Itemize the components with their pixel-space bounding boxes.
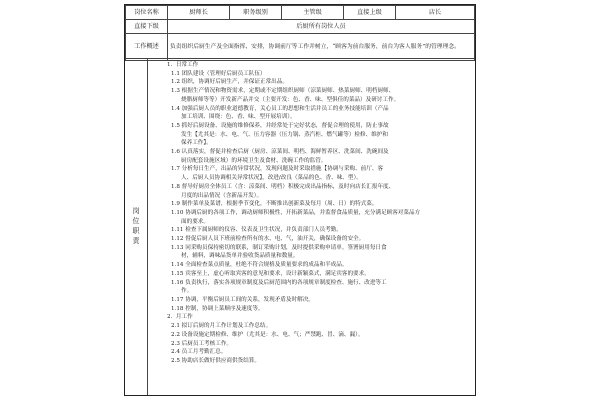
duty-item: 面的要求。 <box>181 218 209 225</box>
duty-item: 作。 <box>181 288 193 295</box>
position-name-value: 厨师长 <box>168 6 230 20</box>
duties-section <box>125 58 475 395</box>
direct-superior-value: 店长 <box>396 6 475 20</box>
duty-item: 1.11 检查下属厨师的仪容、仪表及卫生状况，并负责部门人员考勤。 <box>171 227 342 234</box>
job-level-value: 主管级 <box>282 6 344 20</box>
duty-item: 1.16 负责执行，落实各项规章制度及后厨范围内的各项规章制度检查、施行、改进等工 <box>171 279 387 286</box>
duty-section-heading: 2. 月工作 <box>167 314 193 321</box>
header-table <box>125 5 475 61</box>
duty-item: 1.9 制作菜单及菜谱，根据季节变化，不断推出创新菜及每月（周、日）的特式菜。 <box>171 201 378 208</box>
overview-label: 工作概述 <box>126 34 168 61</box>
job-description-sheet <box>124 4 476 396</box>
duty-item: 厨房配套设施区域）的环境卫生及食材、洗碗工作的监管。 <box>181 157 327 164</box>
duty-item: 1.6 认真落实，督促并检查后厨（厨房、涼菜间、明档、海鲜暂养区、洗菜间、洗碗间及 <box>171 149 389 156</box>
duty-item: 1.3 根据生产情况和物资需求，定期或不定期组织厨师（涼菜厨师、热菜厨师、明档厨师、 <box>171 88 395 95</box>
duty-item: 1.18 控制，协调上菜顺序及速度等。 <box>171 305 264 312</box>
duty-item: 1.14 全面检查菜点质量，杜绝不符合规格及质量要求的成品和半成品。 <box>171 262 348 269</box>
duty-item: 1.8 督导好厨房全体员工（含：涼菜间、明档）积极完成出品指标，及时向店长汇报年度、 <box>171 183 395 190</box>
header-row-2 <box>126 20 475 34</box>
duty-item: 发生【尤其是：水、电、气、压力容器（压力锅、蒸汽柜、燃气罐等）检修、维护和 <box>181 131 388 138</box>
duty-item: 1.7 分析每日生产，出品的异常状况，发现问题及时采取措施【协调与采购、前厅、客 <box>171 166 384 173</box>
duty-item: 1.2 组织，协调好后厨生产，并保证正常出品。 <box>171 79 288 86</box>
direct-superior-label: 直接上级 <box>344 6 396 20</box>
duty-item: 1.5 抓好后厨设备、设施的维修保养，并经常处于完好状态，督促合理的使用，防止事故 <box>171 122 389 129</box>
direct-subordinate-value: 后厨所有岗位人员 <box>168 20 475 34</box>
duty-item: 保养工作】。 <box>181 140 212 147</box>
duty-item: 1.13 同采购员保持密切的联系，制订采购计划，及时提供采购申请单。签署厨用每日食 <box>171 244 387 251</box>
duty-item: 1.15 宾客至上，虚心听取宾客的意见和要求，设计新颖菜式，满足宾客的要求。 <box>171 270 370 277</box>
duty-item: 2.2 设备设施定期检修、维护（尤其是：水、电、气；严禁跑、冒、滴、漏）。 <box>171 331 364 338</box>
duty-item: 1.10 协调后厨的各项工作，调动厨师积极性，开拓新菜品，并监督食品质量，充分满足顾客对菜品方 <box>171 209 421 216</box>
duty-item: 加工培训、围绕：色、香、味、型开展培训）。 <box>181 114 296 121</box>
duty-item: 1.12 督促后厨人员下班前检查所有的水、电、气，油开关，确保设备的安全。 <box>171 236 365 243</box>
duty-section-heading: 1. 日常工作 <box>167 62 199 68</box>
duty-item: 2.5 协助店长做好供应商供货结算。 <box>171 357 260 364</box>
duties-label-cell <box>125 59 148 395</box>
duties-label: 岗位职责 <box>132 207 140 247</box>
position-name-label: 岗位名称 <box>126 6 168 20</box>
duty-item: 1.1 团队建设（管理好后厨员工队伍） <box>171 70 266 77</box>
job-level-label: 职务级别 <box>230 6 282 20</box>
duty-item: 烧腊厨师等等）开发新产品并交（主要开发：色、香、味、型俱佳的菜品）及研讨工作。 <box>181 96 400 103</box>
duty-item: 1.17 协调，平衡后厨员工间的关系，发现矛盾及时解决。 <box>171 296 314 303</box>
duty-item: 2.3 后厨员工考核工作。 <box>171 340 233 347</box>
header-row-1 <box>126 6 475 20</box>
overview-value: 负责组织后厨生产及全面指挥、安排，协调前厅等工作并树立，“顾客为前台服务，前台为客人服务”的管理理念。 <box>168 34 475 61</box>
direct-subordinate-label: 直接下级 <box>126 20 168 34</box>
duty-item: 月度的出品情况（含新品开发）。 <box>181 192 263 199</box>
header-row-3 <box>126 34 475 61</box>
duty-item: 人、后厨人员协调相关异常状况】，改进/改良（菜品的色、香、味、型）。 <box>181 175 362 182</box>
duty-item: 材，辅料，调味品货单并验收货品质量和数量。 <box>181 253 299 260</box>
duty-item: 1.4 加强后厨人员的职业道德教育，关心员工的思想和生活并员工的业务技能培训（产品 <box>171 105 389 112</box>
duty-item: 2.1 拟订后厨的月工作计划及工作总结。 <box>171 323 272 330</box>
duty-item: 2.4 员工月考勤汇总。 <box>171 349 227 356</box>
duties-list <box>147 59 475 395</box>
